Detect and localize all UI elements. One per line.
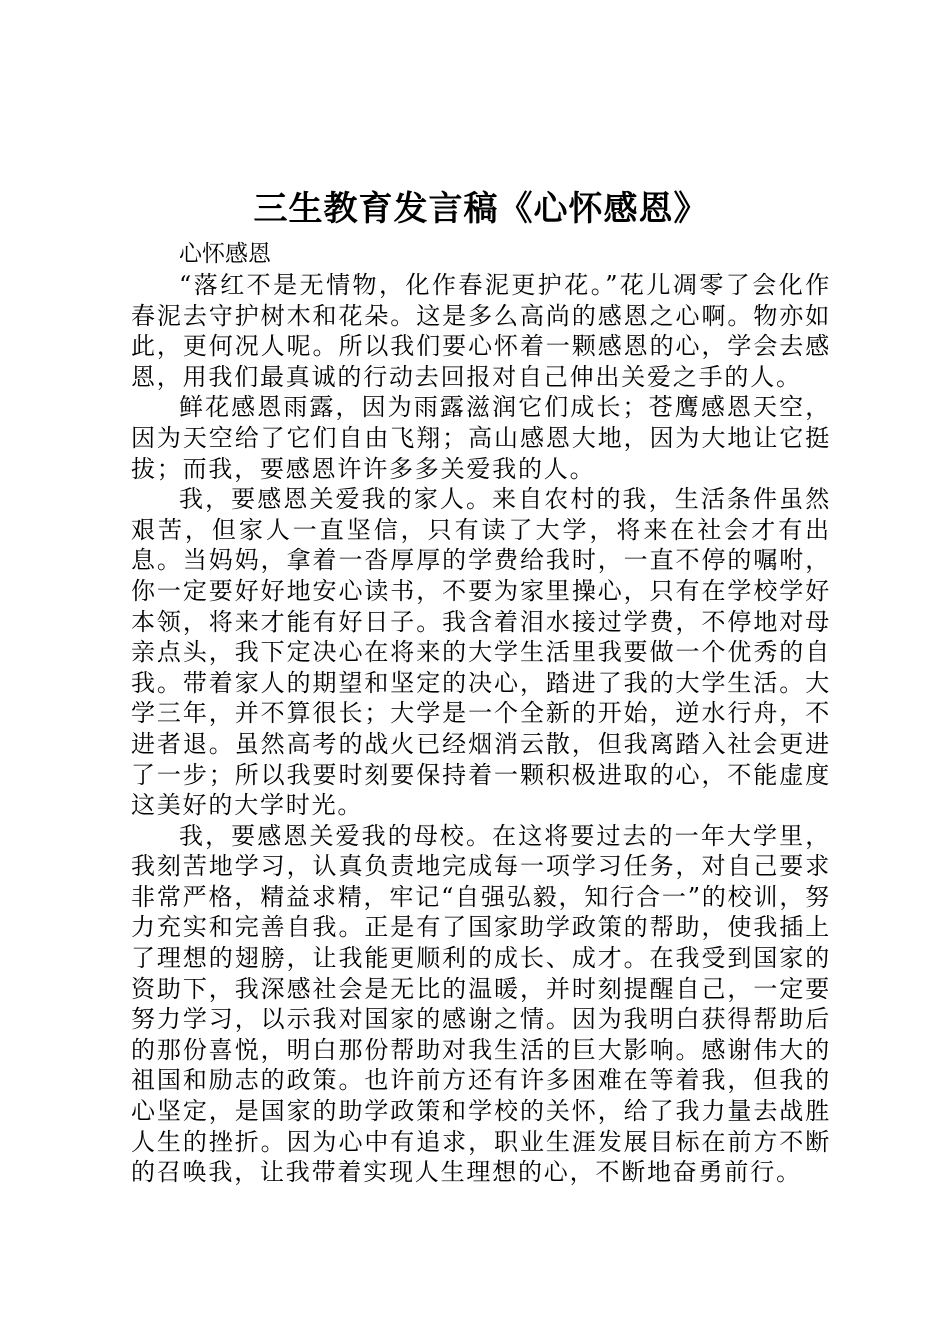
paragraph-3: 我，要感恩关爱我的家人。来自农村的我，生活条件虽然艰苦，但家人一直坚信，只有读了大学，将来在社会才有出息。当妈妈，拿着一沓厚厚的学费给我时，一直不停的嘱咐，你一定要好好地安心读书，不要为家里操心，只有在学校学好本领，将来才能有好日子。我含着泪水接过学费，不停地对母亲点头，我下定决心在将来的大学生活里我要做一个优秀的自我。带着家人的期望和坚定的决心，踏进了我的大学生活。大学三年，并不算很长；大学是一个全新的开始，逆水行舟，不进者退。虽然高考的战火已经烟消云散，但我离踏入社会更进了一步；所以我要时刻要保持着一颗积极进取的心，不能虚度这美好的大学时光。: [131, 485, 831, 820]
document-title: 三生教育发言稿《心怀感恩》: [253, 189, 709, 229]
paragraph-2: 鲜花感恩雨露，因为雨露滋润它们成长；苍鹰感恩天空，因为天空给了它们自由飞翔；高山感恩大地，因为大地让它挺拔；而我，要感恩许许多多关爱我的人。: [131, 393, 831, 483]
paragraph-4: 我，要感恩关爱我的母校。在这将要过去的一年大学里，我刻苦地学习，认真负责地完成每一项学习任务，对自己要求非常严格，精益求精，牢记“自强弘毅，知行合一”的校训，努力充实和完善自我。正是有了国家助学政策的帮助，使我插上了理想的翅膀，让我能更顺利的成长、成才。在我受到国家的资助下，我深感社会是无比的温暖，并时刻提醒自己，一定要努力学习，以示我对国家的感谢之情。因为我明白获得帮助后的那份喜悦，明白那份帮助对我生活的巨大影响。感谢伟大的祖国和励志的政策。也许前方还有许多困难在等着我，但我的心坚定，是国家的助学政策和学校的关怀，给了我力量去战胜人生的挫折。因为心中有追求，职业生涯发展目标在前方不断的召唤我，让我带着实现人生理想的心，不断地奋勇前行。: [131, 821, 831, 1187]
document-page: [131, 185, 831, 1188]
paragraph-1: “落红不是无情物，化作春泥更护花。”花儿凋零了会化作春泥去守护树木和花朵。这是多么高尚的感恩之心啊。物亦如此，更何况人呢。所以我们要心怀着一颗感恩的心，学会去感恩，用我们最真诚的行动去回报对自己伸出关爱之手的人。: [131, 271, 831, 391]
document-subtitle: 心怀感恩: [179, 241, 271, 267]
